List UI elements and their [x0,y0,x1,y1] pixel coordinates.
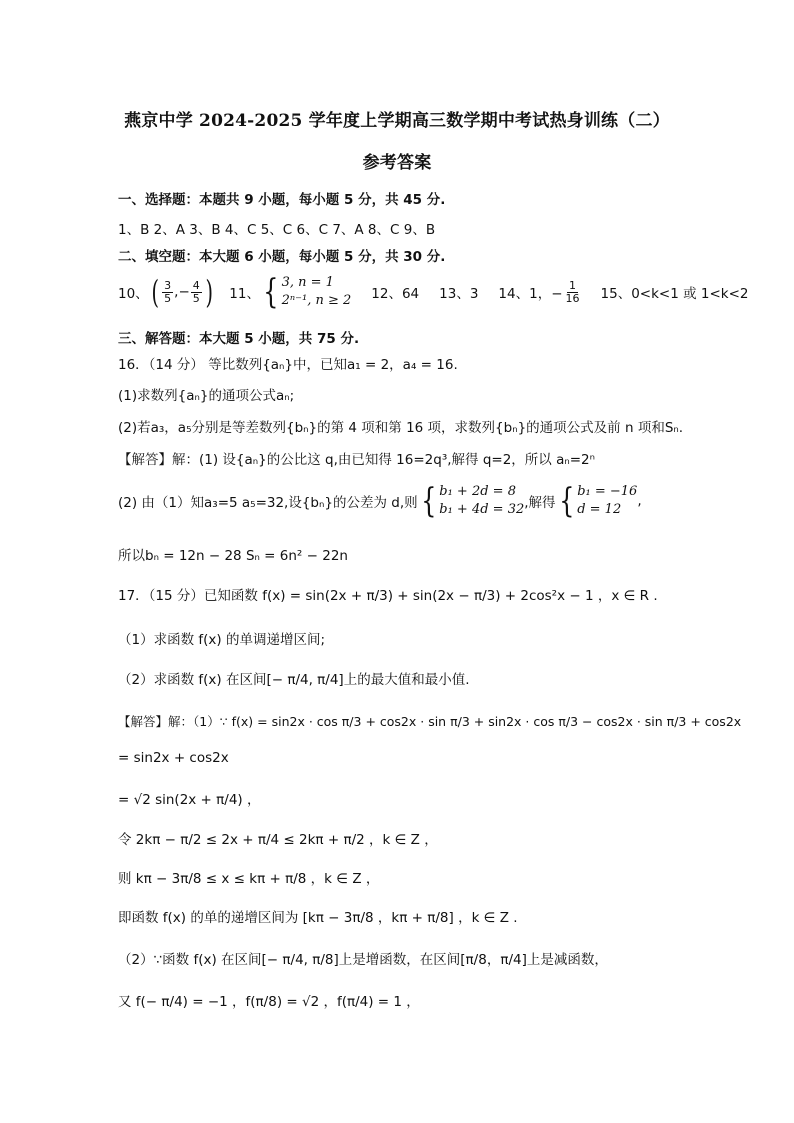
q15-answer: 15、0<k<1 或 1<k<2 [600,286,749,302]
section3-heading: 三、解答题：本大题 5 小题，共 75 分. [118,331,360,347]
q17-solution-line5: 则 kπ − 3π/8 ≤ x ≤ kπ + π/8 ，k ∈ Z ， [118,871,380,887]
q14-frac: $\frac{1}{16}$ [565,278,580,305]
q10-frac2: $\frac{4}{5}$ [192,278,200,305]
q10-frac1: $\frac{3}{5}$ [164,278,172,305]
q16-answer2-mid: ,解得 [524,495,556,511]
q16-part1: (1)求数列{aₙ}的通项公式aₙ; [118,388,295,404]
q16-answer3: 所以bₙ = 12n − 28 Sₙ = 6n² − 22n [118,548,348,564]
q17-solution-line6: 即函数 f(x) 的单的递增区间为 [kπ − 3π/8 ，kπ + π/8] ，k ∈ Z . [118,910,518,926]
q17-solution-line8: 又 f(− π/4) = −1 ，f(π/8) = √2 ，f(π/4) = 1 ， [118,994,420,1010]
left-paren: ( [151,273,159,311]
q16-system2: b₁ = −16 d = 12 [577,484,638,517]
section2-heading: 二、填空题：本大题 6 小题，每小题 5 分，共 30 分. [118,249,446,265]
q17-solution-line1: 【解答】解：（1）∵ f(x) = sin2x · cos π/3 + cos2x · sin π/3 + sin2x · cos π/3 − cos2x · sin π/3 + cos2x [118,714,742,729]
brace-icon: { [263,272,279,312]
q16-answer2: (2) 由（1）知a₃=5 a₅=32,设{bₙ}的公差为 d,则 { b₁ + 2d = 8 b₁ + 4d = 32 ,解得 { b₁ = −16 d = 12 , [118,481,642,521]
section1-answers: 1、B 2、A 3、B 4、C 5、C 6、C 7、A 8、C 9、B [118,222,436,238]
q17-solution-line7: （2）∵函数 f(x) 在区间[− π/4, π/8]上是增函数，在区间[π/8，π/4]上是减函数， [118,952,608,968]
brace-icon: { [420,481,437,521]
brace-icon: { [558,481,574,521]
q14-label: 14、1，− [498,286,563,302]
q17-part2: （2）求函数 f(x) 在区间[− π/4, π/4]上的最大值和最小值. [118,672,470,688]
q16-answer1: 【解答】解：(1) 设{aₙ}的公比这 q,由已知得 16=2q³,解得 q=2，所以 aₙ=2ⁿ [118,452,596,468]
q17-part1: （1）求函数 f(x) 的单调递增区间; [118,632,325,648]
q16-system1: b₁ + 2d = 8 b₁ + 4d = 32 [439,484,525,517]
q17-solution-line4: 令 2kπ − π/2 ≤ 2x + π/4 ≤ 2kπ + π/2 ，k ∈ Z ， [118,832,438,848]
q13-answer: 13、3 [439,286,479,302]
q17-stem: 17．（15 分）已知函数 f(x) = sin(2x + π/3) + sin(2x − π/3) + 2cos²x − 1 ，x ∈ R . [118,588,658,604]
q11-label: 11、 [229,286,260,302]
q11-piecewise: 3, n = 1 2ⁿ⁻¹, n ≥ 2 [281,275,352,308]
page-subtitle: 参考答案 [362,153,432,173]
q17-solution-line3: = √2 sin(2x + π/4) ， [118,792,261,808]
page-title: 燕京中学 2024-2025 学年度上学期高三数学期中考试热身训练（二） [124,111,670,131]
section1-heading: 一、选择题：本题共 9 小题，每小题 5 分，共 45 分. [118,192,446,208]
q16-part2: (2)若a₃，a₅分别是等差数列{bₙ}的第 4 项和第 16 项，求数列{bₙ}的通项公式及前 n 项和Sₙ. [118,420,684,436]
q12-answer: 12、64 [371,286,420,302]
fill-in-answers-row: 10、 ( $\frac{3}{5}$ ,− $\frac{4}{5}$ ) 11、 { 3, n = 1 2ⁿ⁻¹, n ≥ 2 12、64 13、3 14、1，− $\frac{1}{16}$ 15、0<k<1 或 1<k<2 [118,272,749,312]
q16-answer2-prefix: (2) 由（1）知a₃=5 a₅=32,设{bₙ}的公差为 d,则 [118,495,418,511]
q16-stem: 16．（14 分） 等比数列{aₙ}中，已知a₁ = 2，a₄ = 16. [118,357,458,373]
q10-label: 10、 [118,286,149,302]
q17-solution-line2: = sin2x + cos2x [118,750,229,766]
right-paren: ) [205,273,213,311]
